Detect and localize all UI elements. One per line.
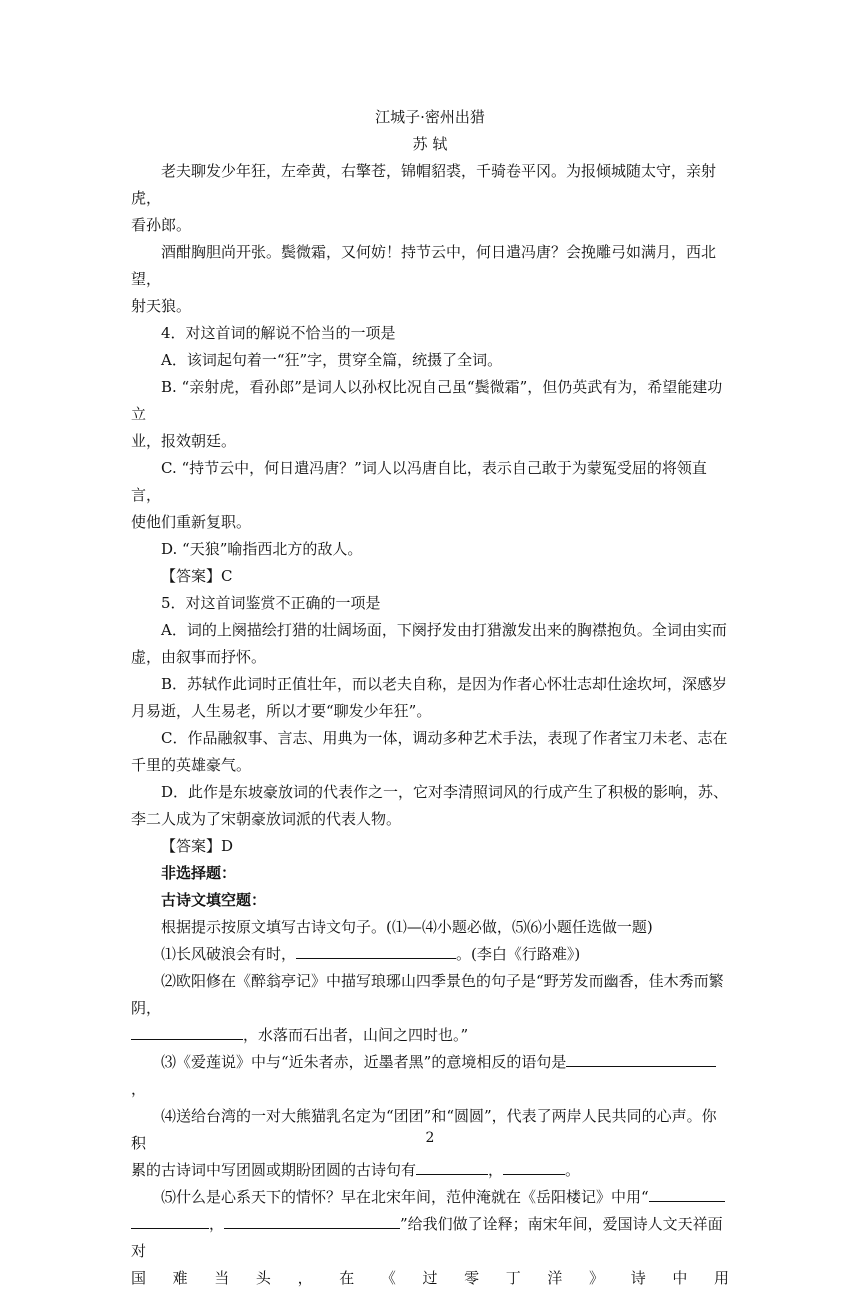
spread-char: 过 [422, 1269, 438, 1287]
fill-item-5-line3 [131, 1265, 729, 1292]
answer-blank[interactable] [296, 943, 456, 959]
q5-answer: 【答案】D [161, 837, 234, 855]
fill-item-2-line2: 阴， [131, 999, 162, 1017]
poem-stanza2-line1: 酒酣胸胆尚开张。鬓微霜，又何妨！持节云中，何日遣冯唐？会挽雕弓如满月，西北望， [131, 243, 717, 288]
spread-char: 》 [589, 1269, 605, 1287]
section-instruction: 根据提示按原文填写古诗文句子。(⑴—⑷小题必做，⑸⑹小题任选做一题) [161, 918, 653, 936]
fill-item-5-prefix: ⑸什么是心系天下的情怀？早在北宋年间，范仲淹就在《岳阳楼记》中用“ [161, 1188, 649, 1206]
spread-char: 零 [464, 1269, 480, 1287]
spread-char: 《 [380, 1269, 396, 1287]
poem-title: 江城子·密州出猎 [375, 108, 485, 126]
fill-item-4-suffix: 。 [565, 1161, 581, 1179]
spread-char: 中 [672, 1269, 688, 1287]
fill-item-4-separator: ， [488, 1161, 504, 1179]
q4-option-b-line2: 业，报效朝廷。 [131, 432, 237, 450]
section-heading: 非选择题： [161, 864, 237, 882]
poem-stanza2-line2: 射天狼。 [131, 297, 192, 315]
spread-char: 用 [713, 1269, 729, 1287]
fill-item-2-line3 [131, 1022, 729, 1049]
q5-option-a-line2: 虚，由叙事而抒怀。 [131, 648, 267, 666]
poem-stanza1-line2: 看孙郎。 [131, 216, 192, 234]
fill-item-5-line1 [131, 1184, 729, 1211]
q4-answer: 【答案】C [161, 567, 233, 585]
poem-author: 苏 轼 [412, 135, 448, 153]
spread-char: 诗 [630, 1269, 646, 1287]
q5-option-d-line1: D．此作是东坡豪放词的代表作之一，它对李清照词风的行成产生了积极的影响，苏、 [161, 783, 729, 801]
fill-item-4-prefix: 累的古诗词中写团圆或期盼团圆的古诗句有 [131, 1161, 417, 1179]
spread-char: 洋 [547, 1269, 563, 1287]
spread-char: 国 [131, 1269, 147, 1287]
fill-item-4-line1: ⑷送给台湾的一对大熊猫乳名定为“团团”和“圆圆”，代表了两岸人民共同的心声。你积 [131, 1107, 717, 1152]
q5-stem: 5．对这首词鉴赏不正确的一项是 [161, 594, 381, 612]
answer-blank[interactable] [503, 1159, 565, 1175]
fill-item-1-suffix: 。(李白《行路难》) [456, 945, 581, 963]
page-content [131, 104, 729, 1292]
spread-char: 丁 [505, 1269, 521, 1287]
answer-blank[interactable] [649, 1186, 725, 1202]
q4-option-d: D. “天狼”喻指西北方的敌人。 [161, 540, 363, 558]
fill-item-3-suffix: ， [131, 1080, 147, 1098]
spread-char: ， [297, 1269, 313, 1287]
answer-blank[interactable] [566, 1051, 716, 1067]
q4-stem: 4．对这首词的解说不恰当的一项是 [161, 324, 396, 342]
spread-char: 在 [339, 1269, 355, 1287]
q5-option-c-line1: C．作品融叙事、言志、用典为一体，调动多种艺术手法，表现了作者宝刀未老、志在 [161, 729, 728, 747]
section-subheading: 古诗文填空题： [161, 891, 267, 909]
spread-char: 头 [255, 1269, 271, 1287]
page-number: 2 [425, 1130, 435, 1146]
q5-option-d-line2: 李二人成为了宋朝豪放词派的代表人物。 [131, 810, 402, 828]
fill-item-2-suffix: ，水落而石出者，山间之四时也。” [243, 1026, 469, 1044]
q4-option-c-line2: 使他们重新复职。 [131, 513, 252, 531]
poem-stanza1-line1: 老夫聊发少年狂，左牵黄，右擎苍，锦帽貂裘，千骑卷平冈。为报倾城随太守，亲射虎， [131, 162, 717, 207]
q4-option-a: A．该词起句着一“狂”字，贯穿全篇，统摄了全词。 [161, 351, 503, 369]
fill-item-4-line2 [131, 1157, 729, 1184]
q5-option-c-line2: 千里的英雄豪气。 [131, 756, 252, 774]
fill-item-5-separator: ， [209, 1215, 225, 1233]
fill-item-2-line1: ⑵欧阳修在《醉翁亭记》中描写琅琊山四季景色的句子是“野芳发而幽香，佳木秀而繁 [161, 972, 724, 990]
fill-item-1 [131, 941, 729, 968]
q5-option-b-line1: B．苏轼作此词时正值壮年，而以老夫自称，是因为作者心怀壮志却仕途坎坷，深感岁 [161, 675, 728, 693]
answer-blank[interactable] [224, 1213, 400, 1229]
spread-char: 当 [214, 1269, 230, 1287]
fill-item-3 [131, 1049, 729, 1103]
answer-blank[interactable] [131, 1213, 209, 1229]
fill-item-1-prefix: ⑴长风破浪会有时， [161, 945, 297, 963]
answer-blank[interactable] [416, 1159, 488, 1175]
fill-item-3-prefix: ⑶《爱莲说》中与“近朱者赤，近墨者黑”的意境相反的语句是 [161, 1053, 567, 1071]
fill-item-5-suffix: ”给我们做了诠释；南宋年间，爱国诗人文天祥面对 [131, 1215, 723, 1260]
spread-char: 难 [172, 1269, 188, 1287]
q4-option-c-line1: C. “持节云中，何日遣冯唐？”词人以冯唐自比，表示自己敢于为蒙冤受屈的将领直言， [131, 459, 707, 504]
q4-option-b-line1: B. “亲射虎，看孙郎”是词人以孙权比况自己虽“鬓微霜”，但仍英武有为，希望能建功立 [131, 378, 723, 423]
answer-blank[interactable] [131, 1024, 243, 1040]
q5-option-b-line2: 月易逝，人生易老，所以才要“聊发少年狂”。 [131, 702, 432, 720]
fill-item-5-line2 [131, 1211, 729, 1265]
q5-option-a-line1: A．词的上阕描绘打猎的壮阔场面，下阕抒发由打猎激发出来的胸襟抱负。全词由实而 [161, 621, 727, 639]
